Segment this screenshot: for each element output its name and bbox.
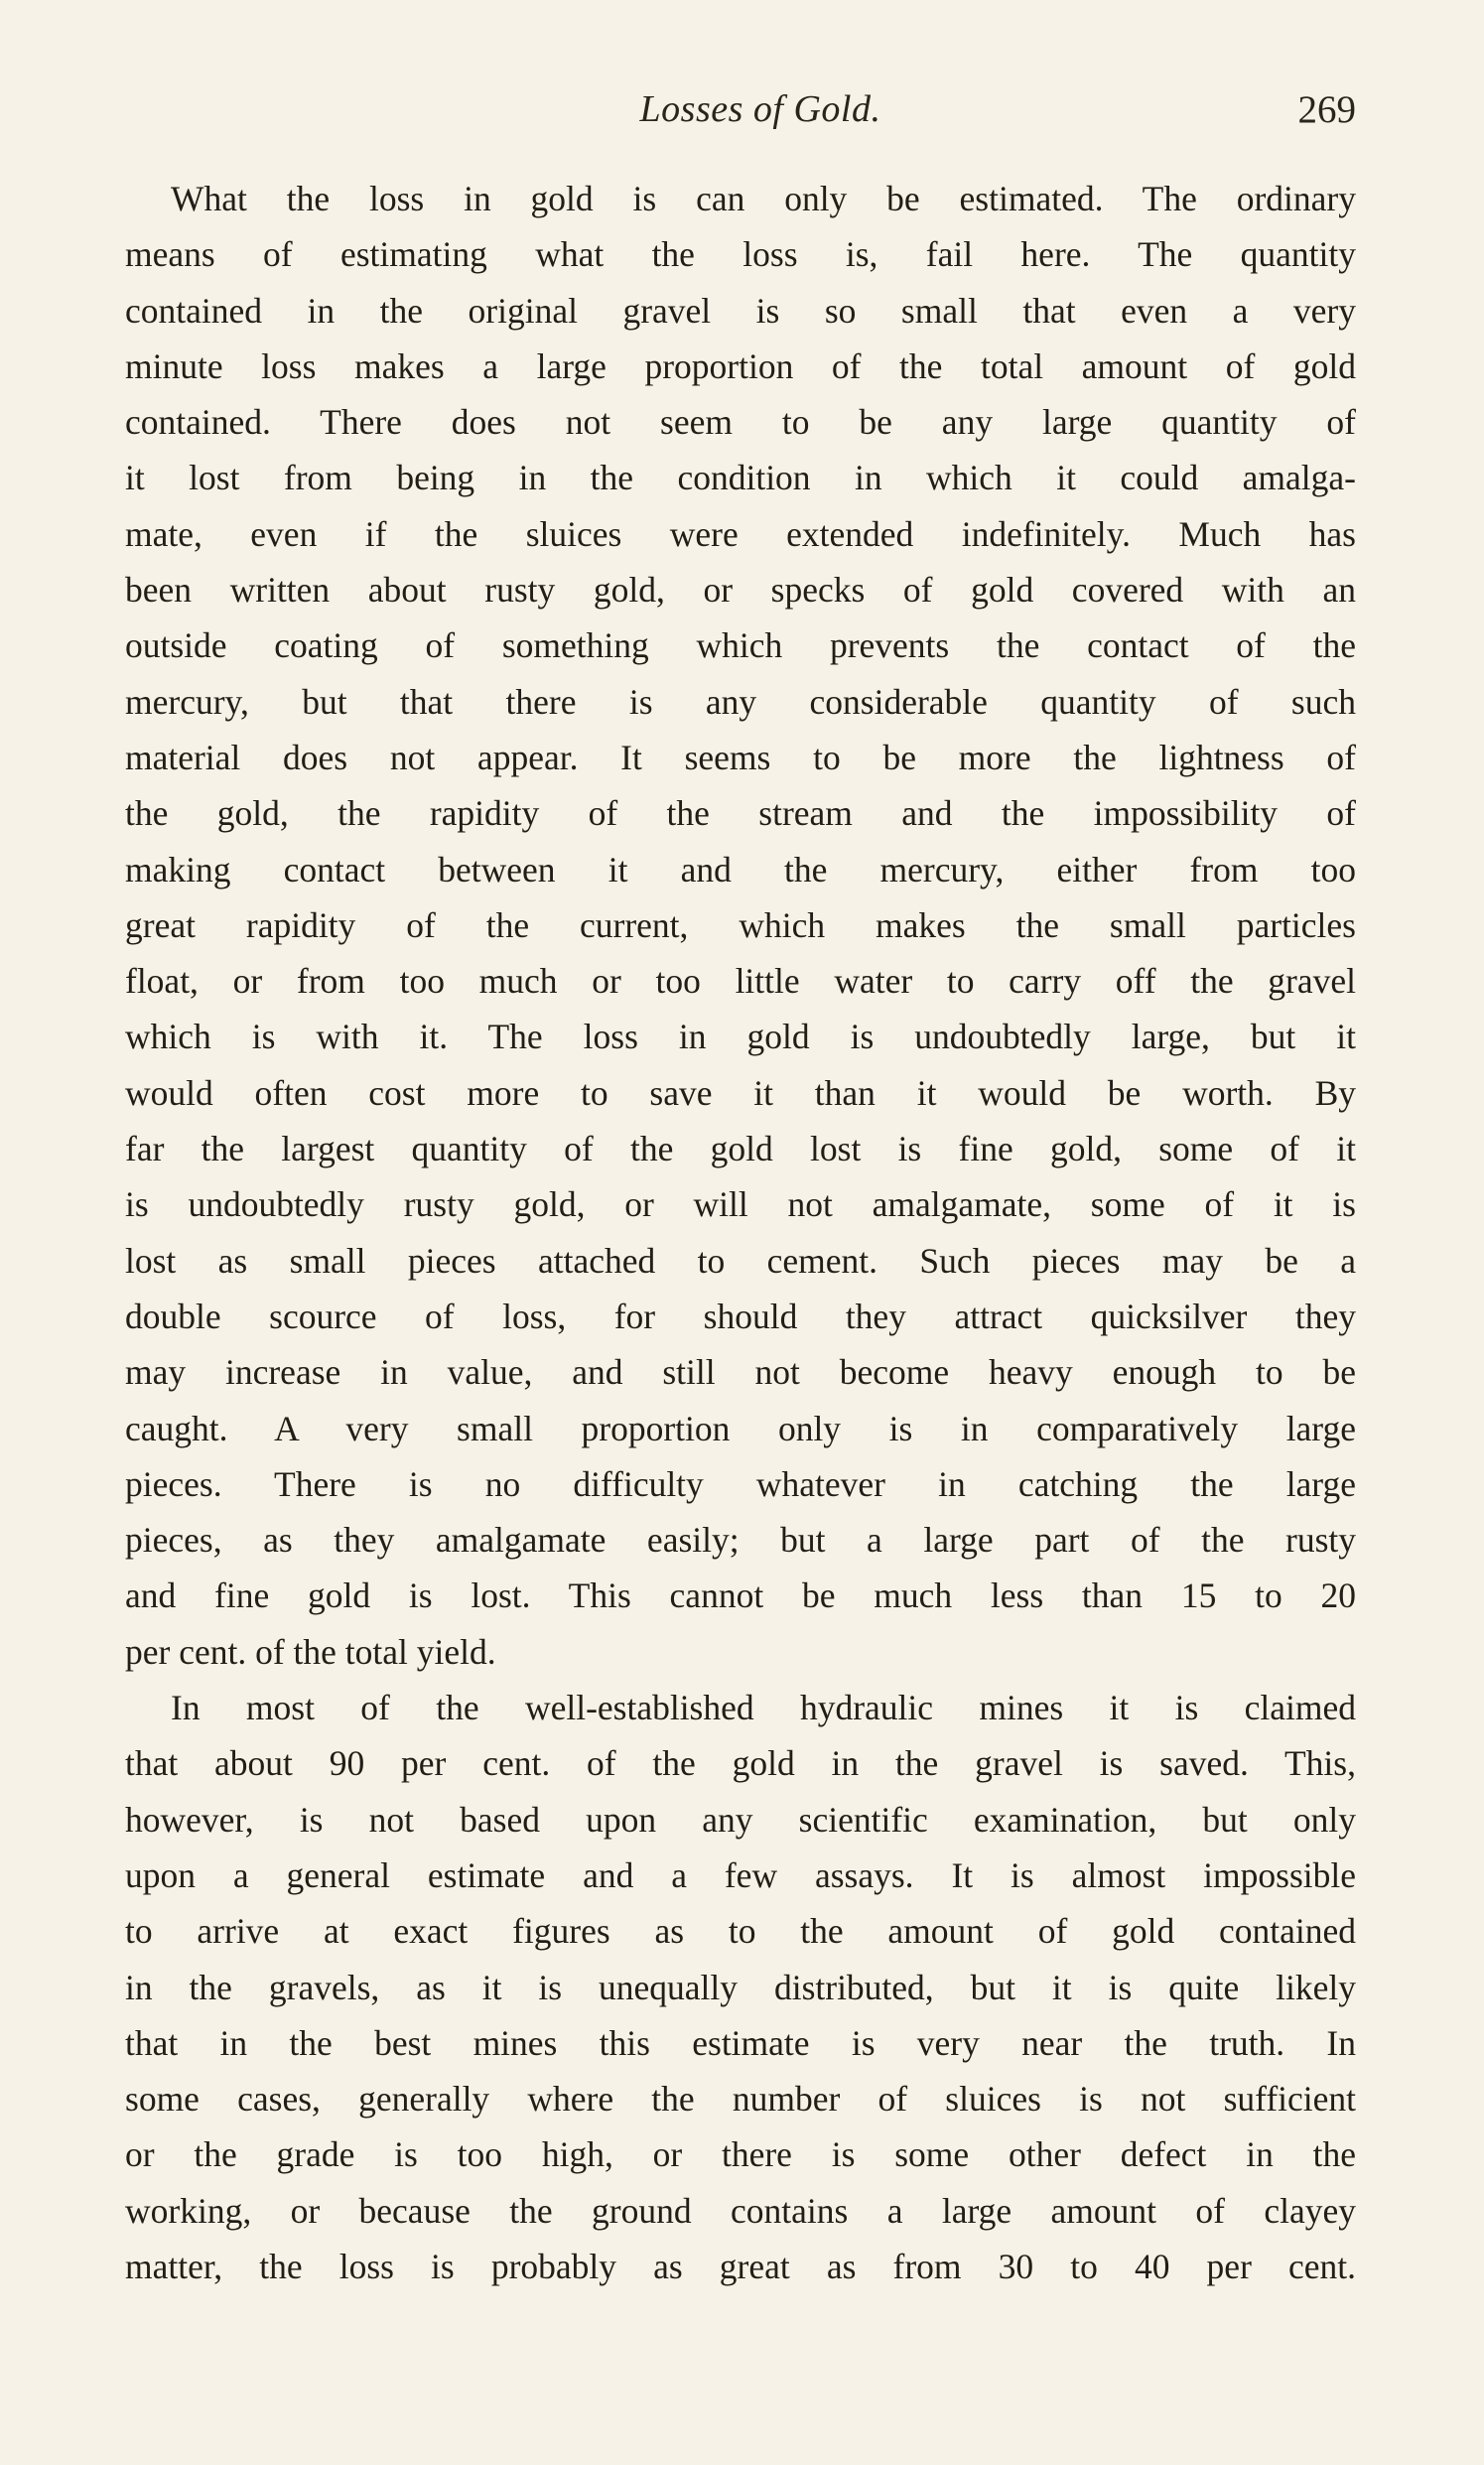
page-header bbox=[125, 87, 1356, 137]
text-line: that in the best mines this estimate is very near the truth. In bbox=[125, 2022, 1356, 2063]
text-line: some cases, generally where the number of sluices is not sufficient bbox=[125, 2079, 1356, 2120]
text-line: the gold, the rapidity of the stream and the impossibility of bbox=[125, 793, 1356, 834]
text-line: pieces, as they amalgamate easily; but a large part of the rusty bbox=[125, 1520, 1356, 1561]
text-line: double scource of loss, for should they attract quicksilver they bbox=[125, 1296, 1356, 1336]
text-line: would often cost more to save it than it would be worth. By bbox=[125, 1072, 1356, 1113]
page-number: 269 bbox=[1297, 88, 1356, 131]
text-line: means of estimating what the loss is, fail here. The quantity bbox=[125, 234, 1356, 275]
text-line: What the loss in gold is can only be estimated. The ordinary bbox=[171, 179, 1356, 218]
text-line: contained in the original gravel is so small that even a very bbox=[125, 290, 1356, 331]
paragraph bbox=[125, 1680, 1356, 2294]
text-line: minute loss makes a large proportion of the total amount of gold bbox=[125, 345, 1356, 386]
text-line: float, or from too much or too little water to carry off the gravel bbox=[125, 961, 1356, 1002]
text-line: to arrive at exact figures as to the amount of gold contained bbox=[125, 1911, 1356, 1952]
text-line: per cent. of the total yield. bbox=[125, 1631, 496, 1672]
text-line: been written about rusty gold, or specks of gold covered with an bbox=[125, 570, 1356, 611]
text-line: is undoubtedly rusty gold, or will not amalgamate, some of it is bbox=[125, 1184, 1356, 1225]
text-line: may increase in value, and still not become heavy enough to be bbox=[125, 1352, 1356, 1393]
text-line: in the gravels, as it is unequally distributed, but it is quite likely bbox=[125, 1967, 1356, 2007]
text-line: mate, even if the sluices were extended indefinitely. Much has bbox=[125, 513, 1356, 554]
text-line: or the grade is too high, or there is some other defect in the bbox=[125, 2134, 1356, 2175]
text-line: pieces. There is no difficulty whatever in catching the large bbox=[125, 1463, 1356, 1504]
text-line: which is with it. The loss in gold is undoubtedly large, but it bbox=[125, 1017, 1356, 1057]
text-line: working, or because the ground contains a large amount of clayey bbox=[125, 2190, 1356, 2231]
text-line: mercury, but that there is any considerable quantity of such bbox=[125, 681, 1356, 722]
text-line: contained. There does not seem to be any large quantity of bbox=[125, 402, 1356, 443]
text-line: making contact between it and the mercury, either from too bbox=[125, 849, 1356, 890]
text-line: material does not appear. It seems to be more the lightness of bbox=[125, 737, 1356, 777]
text-line: that about 90 per cent. of the gold in the gravel is saved. This, bbox=[125, 1743, 1356, 1784]
text-line: In most of the well-established hydraulic mines it is claimed bbox=[171, 1688, 1356, 1728]
text-line: it lost from being in the condition in which it could amalga- bbox=[125, 458, 1356, 498]
text-line: however, is not based upon any scientific examination, but only bbox=[125, 1799, 1356, 1840]
paragraph bbox=[125, 171, 1356, 1680]
text-line: lost as small pieces attached to cement. Such pieces may be a bbox=[125, 1240, 1356, 1281]
text-line: matter, the loss is probably as great as from 30 to 40 per cent. bbox=[125, 2246, 1356, 2286]
text-line: upon a general estimate and a few assays. It is almost impossible bbox=[125, 1854, 1356, 1895]
text-line: caught. A very small proportion only is in comparatively large bbox=[125, 1408, 1356, 1448]
body-text bbox=[125, 171, 1356, 2294]
text-line: outside coating of something which prevents the contact of the bbox=[125, 625, 1356, 666]
text-line: far the largest quantity of the gold lost is fine gold, some of it bbox=[125, 1129, 1356, 1169]
text-line: great rapidity of the current, which makes the small particles bbox=[125, 904, 1356, 945]
running-title: Losses of Gold. bbox=[639, 88, 881, 130]
text-line: and fine gold is lost. This cannot be much less than 15 to 20 bbox=[125, 1575, 1356, 1616]
